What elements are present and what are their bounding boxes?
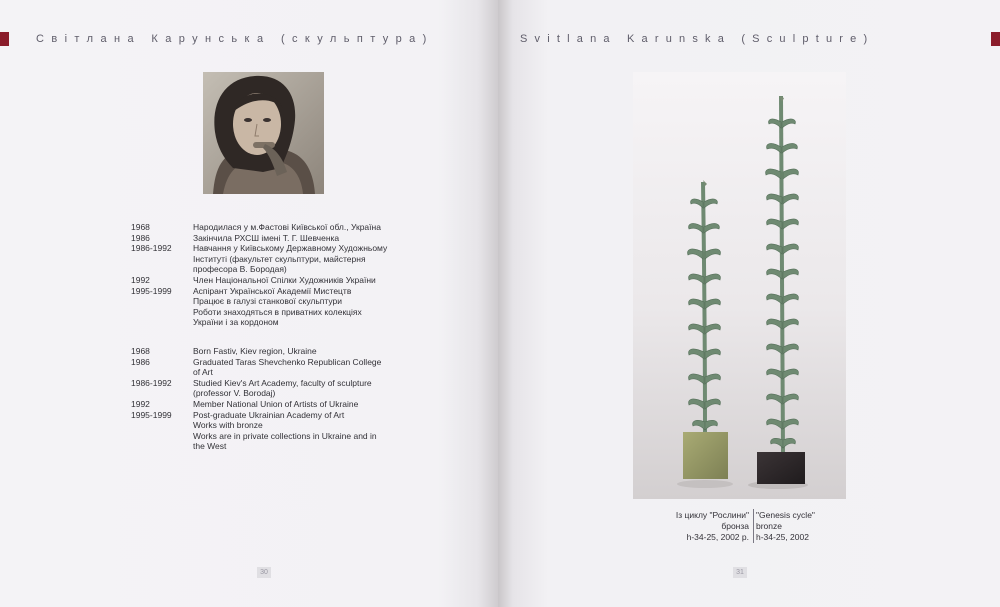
bio-year: 1992 [131,274,150,285]
bio-year: 1995-1999 [131,285,172,296]
bio-text [193,286,413,328]
page-number: 30 [257,567,271,578]
bio-entry [131,286,413,328]
bio-entry [131,233,413,244]
left-page [0,0,498,607]
bio-line: професора В. Бородая) [193,264,287,275]
caption-line: "Genesis cycle" [756,510,815,520]
biography-english [131,346,413,452]
caption-line: h-34-25, 2002 [756,532,809,542]
bio-text [193,275,413,286]
artist-portrait-photo [203,72,324,194]
bio-year: 1986-1992 [131,377,172,388]
bio-text [193,222,413,233]
bio-line: Член Національної Спілки Художників України [193,274,376,285]
caption-ukrainian [643,510,749,543]
bio-entry [131,378,413,399]
caption-line: bronze [756,521,782,531]
page-marker [0,32,9,46]
caption-english [756,510,815,543]
bio-entry [131,357,413,378]
bio-text [193,243,413,275]
sculpture-photo [633,72,846,499]
bio-text [193,399,413,410]
right-page-header: Svitlana Karunska (Sculpture) [520,33,875,45]
bio-year: 1968 [131,222,150,232]
bio-year: 1986 [131,232,150,243]
bio-line: Аспірант Української Академії Мистецтв [193,285,352,296]
bio-entry [131,346,413,357]
bio-entry [131,399,413,410]
bio-line: Інституті (факультет скульптури, майстерня [193,253,366,264]
page-number: 31 [733,567,747,578]
bio-line: of Art [193,367,213,378]
bio-year: 1992 [131,398,150,409]
caption-line: бронза [721,521,749,531]
caption-line: Із циклу "Рослини" [675,510,749,520]
right-page [498,0,1000,607]
bio-entry [131,243,413,275]
bio-line: (professor V. Borodaj) [193,388,276,399]
bio-line: Member National Union of Artists of Ukraine [193,398,359,409]
bio-year: 1986-1992 [131,243,172,254]
bio-year: 1968 [131,346,150,356]
bio-line: Born Fastiv, Kiev region, Ukraine [193,346,317,356]
bio-line: Works with bronze [193,420,263,431]
bio-text [193,410,413,452]
biography-ukrainian [131,222,413,328]
bio-line: Post-graduate Ukrainian Academy of Art [193,409,345,420]
bio-entry [131,275,413,286]
left-page-header: Світлана Карунська (скульптура) [36,33,434,45]
bio-line: України і за кордоном [193,317,279,328]
bio-text [193,233,413,244]
bio-text [193,357,413,378]
caption-line: h-34-25, 2002 р. [686,532,749,542]
bio-line: Навчання у Київському Державному Художньому [193,243,388,254]
bio-line: Studied Kiev's Art Academy, faculty of sculpture [193,377,372,388]
bio-text [193,346,413,357]
bio-line: Працює в галузі станкової скульптури [193,296,342,307]
bio-year: 1986 [131,356,150,367]
bio-entry [131,410,413,452]
caption-divider [753,509,754,543]
bio-line: Закінчила РХСШ імені Т. Г. Шевченка [193,232,340,243]
bio-line: Works are in private collections in Ukraine and in [193,430,377,441]
bio-line: Graduated Taras Shevchenko Republican College [193,356,382,367]
bio-line: Роботи знаходяться в приватних колекціях [193,306,362,317]
page-marker [991,32,1000,46]
bio-line: the West [193,441,227,452]
bio-line: Народилася у м.Фастові Київської обл., Україна [193,222,381,232]
bio-year: 1995-1999 [131,409,172,420]
bio-text [193,378,413,399]
bio-entry [131,222,413,233]
